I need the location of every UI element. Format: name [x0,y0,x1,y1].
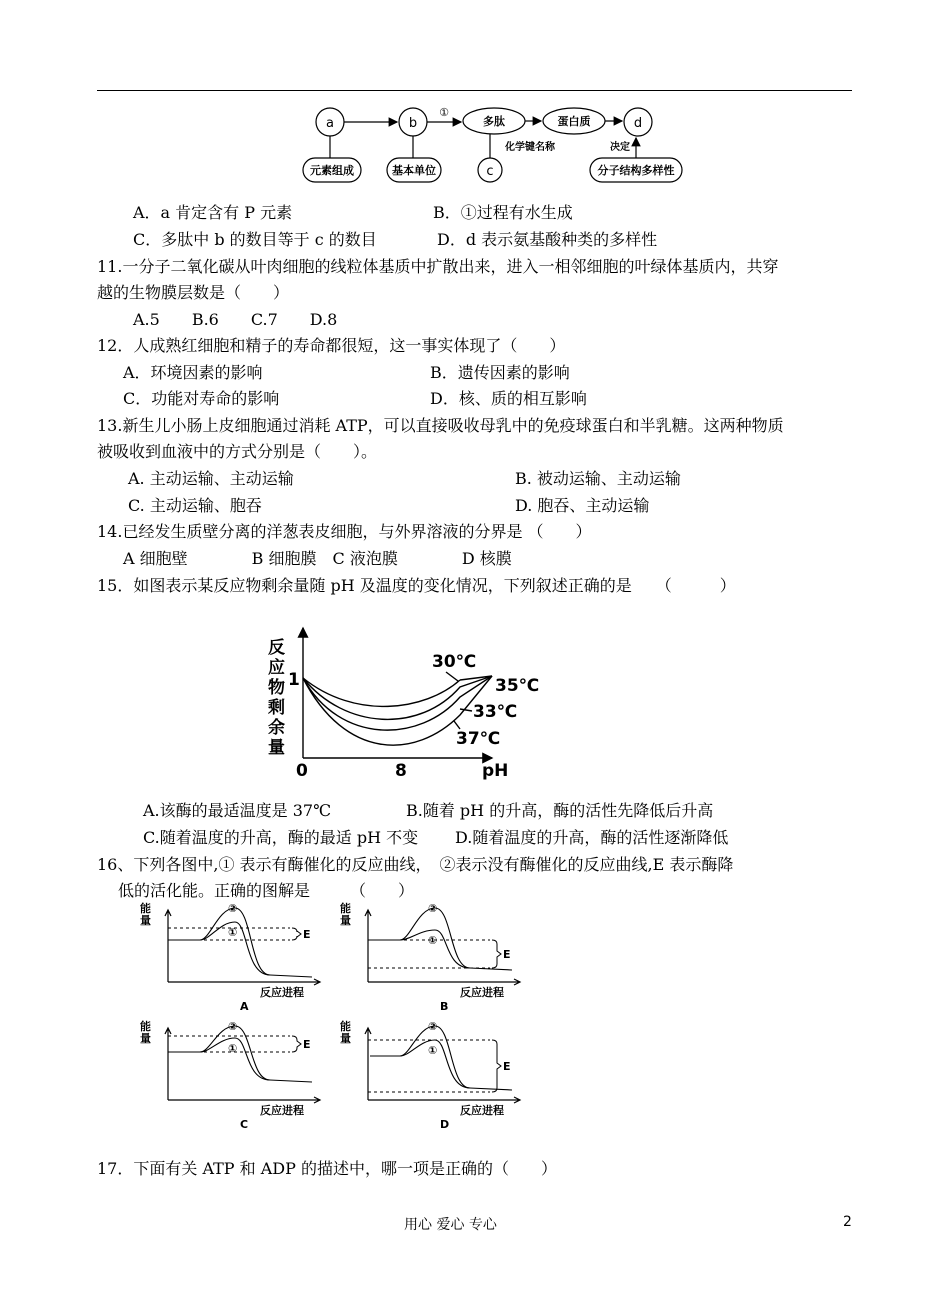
node-d: d [633,116,643,131]
x-axis [168,1097,320,1103]
y-axis-label: 能 [340,902,351,915]
x-axis-label: 反应进程 [260,1104,304,1117]
curve-2-no-enzyme [370,908,512,970]
q13-option-c: C. 主动运输、胞吞 [128,496,262,515]
y-axis-label-2: 量 [140,1032,151,1045]
y-axis [165,1028,171,1100]
y-axis-label: 能 [140,902,151,915]
label-curve-1: ① [428,934,438,947]
node-c: c [486,164,494,179]
label-30c: 30℃ [432,652,477,672]
y-axis [365,1028,371,1100]
bond-name-label: 化学键名称 [505,142,555,153]
brace [292,928,301,940]
y-axis-label: 反应物剩余量 [268,638,285,758]
y-axis-label: 能 [140,1020,151,1033]
x-axis-label: 反应进程 [460,1104,504,1117]
q12-option-d: D．核、质的相互影响 [430,389,587,408]
label-e: E [303,1038,311,1051]
header-rule [97,90,852,91]
q17-stem: 17．下面有关 ATP 和 ADP 的描述中，哪一项是正确的（ ） [97,1159,557,1178]
q14-stem: 14.已经发生质壁分离的洋葱表皮细胞，与外界溶液的分界是 （ ） [97,522,592,541]
energy-graph-c [140,1019,320,1131]
q13-stem-line2: 被吸收到血液中的方式分别是（ ）。 [97,442,378,461]
ph-temperature-chart [260,625,540,785]
label-e: E [503,948,511,961]
panel-letter: D [440,1118,450,1131]
label-curve-2: ② [428,902,438,915]
label-curve-2: ② [428,1020,438,1033]
basic-unit-box: 基本单位 [392,164,436,177]
label-curve-2: ② [228,1020,238,1033]
y-axis-label-2: 量 [140,914,151,927]
x-axis [368,1097,520,1103]
curve-2-no-enzyme [170,908,312,977]
label-e: E [503,1060,511,1073]
q10-option-d: D．d 表示氨基酸种类的多样性 [437,230,658,249]
q12-stem: 12．人成熟红细胞和精子的寿命都很短，这一事实体现了（ ） [97,336,566,355]
brace [492,1040,501,1092]
q15-stem: 15．如图表示某反应物剩余量随 pH 及温度的变化情况，下列叙述正确的是 （ ） [97,576,736,595]
q11-stem-line2: 越的生物膜层数是（ ） [97,283,290,302]
footer-motto: 用心 爱心 专心 [404,1217,497,1233]
q12-option-c: C．功能对寿命的影响 [123,389,280,408]
peptide-node: 多肽 [483,115,505,128]
q14-options: A 细胞壁 B 细胞膜 C 液泡膜 D 核膜 [123,549,512,568]
curve-30c [303,678,460,706]
q13-option-a: A. 主动运输、主动运输 [128,469,294,488]
q15-option-d: D.随着温度的升高，酶的活性逐渐降低 [455,828,729,847]
q15-option-b: B.随着 pH 的升高，酶的活性先降低后升高 [406,801,714,820]
protein-node: 蛋白质 [557,115,591,128]
curve-35c [303,676,492,719]
y-axis-label: 能 [340,1020,351,1033]
q15-option-a: A.该酶的最适温度是 37℃ [143,801,331,820]
label-curve-1: ① [228,1042,238,1055]
label-35c: 35℃ [495,676,540,696]
x-axis-label: 反应进程 [260,986,304,999]
label-37c: 37℃ [456,729,501,749]
energy-graph-a [140,901,320,1013]
panel-letter: B [440,1000,449,1013]
y-axis [165,910,171,982]
y-axis [365,910,371,982]
brace [492,940,501,968]
node-a: a [326,116,334,131]
q16-stem-line2: 低的活化能。正确的图解是 （ ） [118,881,415,900]
curve-2-no-enzyme [170,1026,312,1082]
panel-letter: C [240,1118,249,1131]
element-composition-box: 元素组成 [310,164,354,177]
decides-label: 决定 [610,142,630,153]
page-number: 2 [843,1214,852,1230]
label-curve-1: ① [428,1044,438,1057]
q12-option-b: B．遗传因素的影响 [430,363,570,382]
q11-stem-line1: 11.一分子二氧化碳从叶肉细胞的线粒体基质中扩散出来，进入一相邻细胞的叶绿体基质内，共穿 [97,257,779,276]
q13-option-b: B. 被动运输、主动运输 [515,469,681,488]
energy-graph-d [340,1019,520,1131]
q13-stem-line1: 13.新生儿小肠上皮细胞通过消耗 ATP，可以直接吸收母乳中的免疫球蛋白和半乳糖。这两种物质 [97,416,784,435]
label-curve-2: ② [228,902,238,915]
brace [292,1036,301,1052]
x-tick-8: 8 [395,761,407,781]
step-1-label: ① [439,106,449,119]
q13-option-d: D. 胞吞、主动运输 [515,496,650,515]
q16-stem-line1: 16、下列各图中,① 表示有酶催化的反应曲线， ②表示没有酶催化的反应曲线,E 表示酶降 [97,855,734,874]
q10-option-c: C．多肽中 b 的数目等于 c 的数目 [133,230,377,249]
q15-option-c: C.随着温度的升高，酶的最适 pH 不变 [143,828,419,847]
energy-graph-b [340,901,520,1013]
label-e: E [303,928,311,941]
q10-option-a: A．a 肯定含有 P 元素 [133,203,293,222]
y-tick-1: 1 [288,670,300,690]
energy-graphs [140,900,540,1130]
x-tick-0: 0 [296,761,308,781]
x-axis [368,979,520,985]
protein-flow-diagram [300,100,680,192]
curve-2-no-enzyme [370,1026,512,1090]
label-curve-1: ① [228,926,238,939]
q12-option-a: A．环境因素的影响 [123,363,263,382]
y-axis-label-2: 量 [340,914,351,927]
y-axis-label-2: 量 [340,1032,351,1045]
label-33c: 33℃ [473,702,518,722]
q10-option-b: B．①过程有水生成 [433,203,573,222]
x-axis-label: pH [482,761,509,781]
node-b: b [408,116,418,131]
x-axis-label: 反应进程 [460,986,504,999]
panel-letter: A [240,1000,249,1013]
q11-options: A.5 B.6 C.7 D.8 [133,310,338,329]
structure-diversity-box: 分子结构多样性 [597,164,675,177]
x-axis [168,979,320,985]
